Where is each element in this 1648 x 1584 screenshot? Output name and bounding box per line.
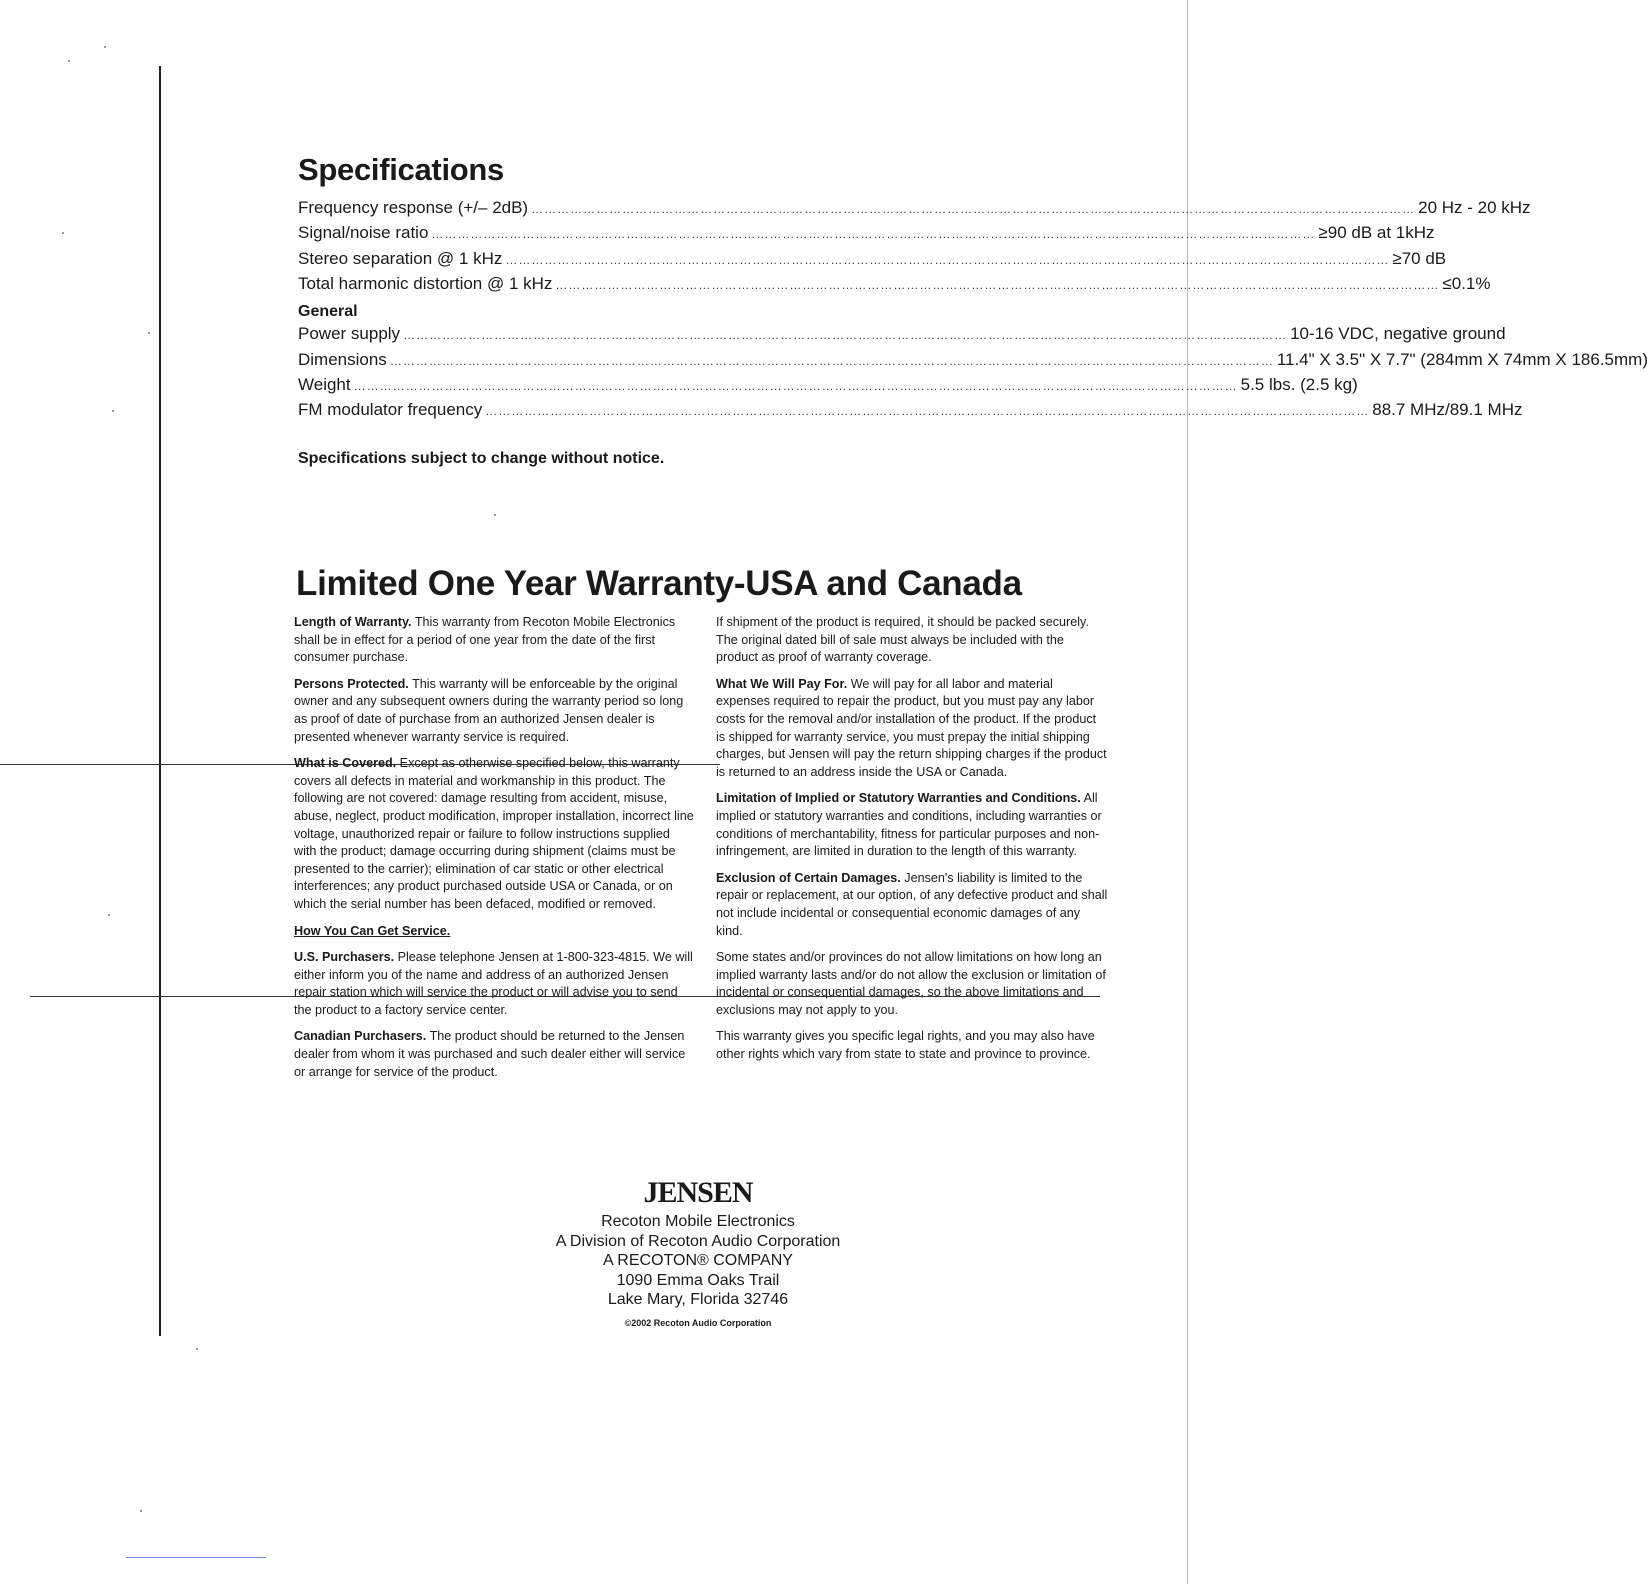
spec-value: 10-16 VDC, negative ground (1290, 324, 1506, 344)
paragraph-text: This warranty gives you specific legal rights, and you may also have other rights which vary from state to state and province to province. (716, 1029, 1095, 1062)
spec-value: 88.7 MHz/89.1 MHz (1372, 400, 1523, 420)
spec-label: Weight (298, 375, 351, 395)
spec-row (298, 375, 1358, 400)
paragraph-text: We will pay for all labor and material expenses required to repair the product, but you must pay any labor costs for the removal and/or installation of the product. If the product is shipped for warranty service, you must prepay the initial shipping charges, but Jensen will pay the return shipping charges if the product is returned to an address inside the USA or Canada. (716, 676, 1107, 779)
scan-speck (196, 1348, 198, 1350)
spec-value: 5.5 lbs. (2.5 kg) (1240, 375, 1358, 395)
spec-row (298, 349, 1648, 375)
scan-speck (112, 410, 114, 412)
spec-row (298, 198, 1531, 223)
scan-speck (104, 46, 106, 48)
spec-row (298, 400, 1523, 425)
paragraph-text: All implied or statutory warranties and conditions, including warranties or conditions of merchantability, fitness for particular purposes and non-infringement, are limited in duration to the length of this warranty. (716, 791, 1102, 859)
leader-dots: …………………………………………………………………………………………………………………………………………………………………………………… (403, 328, 1288, 343)
paragraph-text: The product should be returned to the Jensen dealer from whom it was purchased and such dealer either will service or arrange for service of the product. (294, 1029, 686, 1079)
spec-row (298, 223, 1435, 248)
spec-label: FM modulator frequency (298, 400, 483, 420)
warranty-paragraph (294, 1028, 694, 1081)
warranty-paragraph (716, 676, 1108, 782)
warranty-left-column (294, 614, 694, 1090)
paragraph-text: This warranty from Recoton Mobile Electronics shall be in effect for a period of one year from the date of the first consumer purchase. (294, 615, 676, 665)
warranty-paragraph (294, 755, 694, 913)
warranty-paragraph (716, 1028, 1108, 1063)
spec-row (298, 273, 1491, 299)
scan-speck (68, 60, 70, 62)
service-heading: How You Can Get Service. (294, 923, 451, 938)
paragraph-text: This warranty will be enforceable by the original owner and any subsequent owners during the warranty period so long as proof of date of purchase from an authorized Jensen dealer is presented whenever warranty service is required. (294, 676, 684, 744)
spec-value: ≤0.1% (1442, 273, 1491, 293)
leader-dots: …………………………………………………………………………………………………………………………………………………………………………………… (485, 404, 1370, 419)
paragraph-text: Some states and/or provinces do not allow limitations on how long an implied warranty lasts and/or do not allow the exclusion or limitation of incidental or consequential damages, so the above limitations and exclusions may not apply to you. (716, 950, 1106, 1017)
warranty-paragraph (716, 949, 1108, 1019)
leader-dots: …………………………………………………………………………………………………………………………………………………………………………………… (431, 227, 1316, 242)
specifications-list (298, 198, 1648, 426)
paragraph-heading: What We Will Pay For. (716, 676, 848, 691)
address-line: 1090 Emma Oaks Trail (616, 1271, 780, 1289)
scan-speck (108, 914, 110, 916)
address-line: Recoton Mobile Electronics (601, 1213, 795, 1230)
paragraph-heading: Length of Warranty. (294, 615, 412, 629)
leader-dots: …………………………………………………………………………………………………………………………………………………………………………………… (531, 202, 1416, 216)
warranty-paragraph (716, 790, 1108, 860)
paragraph-heading: Limitation of Implied or Statutory Warranties and Conditions. (716, 791, 1081, 806)
spec-row (298, 248, 1447, 274)
spec-label: Total harmonic distortion @ 1 kHz (298, 273, 553, 293)
scan-speck (140, 1510, 142, 1512)
address-line: A RECOTON® COMPANY (603, 1252, 793, 1269)
warranty-paragraph (294, 614, 694, 667)
spec-label: Signal/noise ratio (298, 223, 429, 243)
spec-label: Dimensions (298, 349, 387, 369)
paragraph-heading: Exclusion of Certain Damages. (716, 870, 901, 885)
spec-value: ≥90 dB at 1kHz (1318, 223, 1435, 243)
leader-dots: …………………………………………………………………………………………………………………………………………………………………………………… (389, 353, 1274, 368)
spec-general-heading: General (298, 303, 358, 321)
spec-row (298, 324, 1506, 349)
leader-dots: …………………………………………………………………………………………………………………………………………………………………………………… (555, 277, 1440, 292)
spec-value: 20 Hz - 20 kHz (1418, 198, 1531, 217)
scan-speck (148, 332, 150, 334)
company-footer (540, 1176, 856, 1328)
leader-dots: …………………………………………………………………………………………………………………………………………………………………………………… (353, 379, 1238, 394)
warranty-right-column (716, 614, 1108, 1073)
specifications-title: Specifications (298, 152, 504, 187)
scan-artifact-line (126, 1557, 266, 1558)
jensen-logo: JENSEN (643, 1176, 753, 1209)
paragraph-text: Jensen's liability is limited to the repair or replacement, at our option, of any defective product and shall not include incidental or consequential economic damages of any kind. (716, 870, 1108, 938)
paragraph-text: Please telephone Jensen at 1-800-323-4815. We will either inform you of the name and address of an authorized Jensen repair station which will service the product or will advise you to send the product to a factory service center. (294, 950, 693, 1017)
paragraph-heading: What is Covered. (294, 756, 397, 771)
address-line: A Division of Recoton Audio Corporation (555, 1232, 841, 1250)
paragraph-text: If shipment of the product is required, it should be packed securely. The original dated bill of sale must always be included with the product as proof of warranty coverage. (716, 615, 1089, 665)
copyright-notice: ©2002 Recoton Audio Corporation (624, 1317, 772, 1328)
paragraph-heading: Canadian Purchasers. (294, 1029, 427, 1044)
paragraph-text: Except as otherwise specified below, this warranty covers all defects in material and workmanship in this product. The following are not covered: damage resulting from accident, misuse, abuse, neglect, product modification, improper installation, incorrect line voltage, unauthorized repair or failure to follow instructions supplied with the product; damage occurring during shipment (claims must be presented to the carrier); elimination of car static or other electrical interferences; any product purchased outside USA or Canada, or on which the serial number has been defaced, modified or removed. (294, 756, 694, 911)
spec-value: ≥70 dB (1392, 248, 1447, 268)
paragraph-heading: Persons Protected. (294, 676, 409, 691)
leader-dots: …………………………………………………………………………………………………………………………………………………………………………………… (505, 252, 1390, 267)
warranty-paragraph (294, 949, 694, 1019)
spec-label: Power supply (298, 324, 401, 344)
scan-speck (494, 514, 496, 516)
scan-speck (62, 232, 64, 234)
spec-label: Frequency response (+/– 2dB) (298, 198, 529, 217)
warranty-paragraph (716, 870, 1108, 940)
warranty-paragraph (294, 676, 694, 746)
address-line: Lake Mary, Florida 32746 (607, 1291, 789, 1308)
warranty-paragraph (716, 614, 1108, 667)
spec-label: Stereo separation @ 1 kHz (298, 248, 503, 268)
specifications-note: Specifications subject to change without notice. (298, 450, 665, 467)
spec-value: 11.4" X 3.5" X 7.7" (284mm X 74mm X 186.5mm) (1276, 349, 1648, 369)
binding-margin-line (159, 66, 161, 1336)
warranty-title: Limited One Year Warranty-USA and Canada (296, 564, 1022, 603)
paragraph-heading: U.S. Purchasers. (294, 950, 395, 965)
